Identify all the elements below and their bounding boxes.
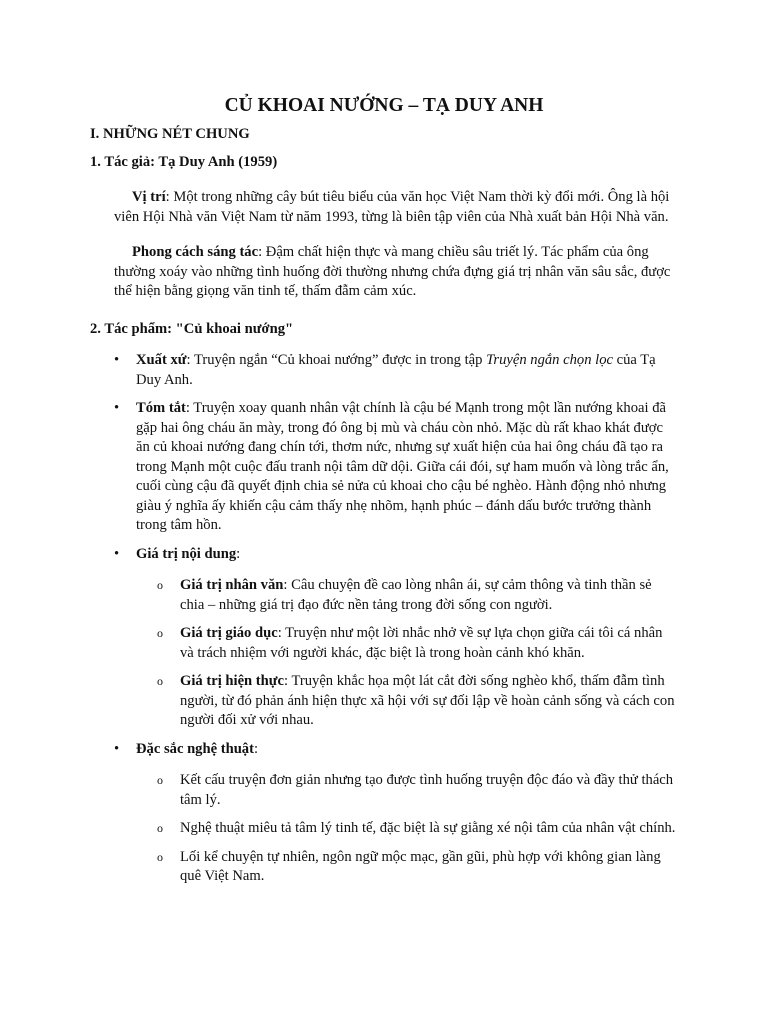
- bullet-icon: •: [114, 352, 120, 368]
- sub-bullet-icon: o: [157, 626, 163, 640]
- art-sublist: [136, 771, 678, 887]
- summary-text: : Truyện xoay quanh nhân vật chính là cậu bé Mạnh trong một lần nướng khoai đã gặp hai ông cháu ăn mày, trong đó ông bị mù và cháu còn nhỏ. Mặc dù rất khao khát được ăn củ khoai nướng đang chín tới, thơm nức, nhưng sự xuất hiện của hai ông cháu đã tạo ra trong Mạnh một cuộc đấu tranh nội tâm dữ dội. Giữa cái đói, sự ham muốn và lòng trắc ẩn, cuối cùng cậu đã quyết định chia sẻ nửa củ khoai cho cậu bé nghèo. Hành động nhỏ nhưng giàu ý nghĩa ấy khiến cậu cảm thấy nhẹ nhõm, hạnh phúc – đánh dấu bước trưởng thành trong tâm hồn.: [136, 400, 669, 533]
- sub-bullet-icon: o: [157, 674, 163, 688]
- style-text: : Đậm chất hiện thực và mang chiều sâu triết lý. Tác phẩm của ông thường xoáy vào những tình huống đời thường nhưng chứa đựng giá trị nhân văn sâu sắc, được thể hiện bằng giọng văn tinh tế, thấm đẫm cảm xúc.: [114, 244, 671, 299]
- position-text: : Một trong những cây bút tiêu biểu của văn học Việt Nam thời kỳ đổi mới. Ông là hội viên Hội Nhà văn Việt Nam từ năm 1993, từng là biên tập viên của Nhà xuất bản Hội Nhà văn.: [114, 189, 670, 225]
- sub-item-structure: [157, 771, 678, 810]
- sub-item-label: Giá trị nhân văn: [180, 577, 284, 593]
- sub-item-text: : Truyện như một lời nhắc nhở về sự lựa chọn giữa cái tôi cá nhân và trách nhiệm với người khác, đặc biệt là trong hoàn cảnh khó khăn.: [180, 625, 663, 661]
- section-heading: I. NHỮNG NÉT CHUNG: [90, 126, 250, 142]
- sub-bullet-icon: o: [157, 773, 163, 787]
- sub-item-text: Lối kể chuyện tự nhiên, ngôn ngữ mộc mạc, gần gũi, phù hợp với không gian làng quê Việt Nam.: [180, 848, 661, 884]
- sub-item-humanist: [157, 576, 678, 615]
- sub-item-text: Kết cấu truyện đơn giản nhưng tạo được tình huống truyện độc đáo và đầy thử thách tâm lý.: [180, 772, 674, 808]
- sub-item-psychology: [157, 819, 678, 839]
- position-label: Vị trí: [132, 189, 166, 205]
- content-label: Giá trị nội dung: [136, 545, 237, 562]
- document-title: CỦ KHOAI NƯỚNG – TẠ DUY ANH: [224, 95, 544, 116]
- sub-item-text: : Truyện khắc họa một lát cắt đời sống nghèo khổ, thấm đẫm tình người, từ đó phản ánh hiện thực xã hội với sự đối lập về hoàn cảnh sống và cách con người đối xử với nhau.: [180, 673, 675, 728]
- sub-item-realistic: [157, 672, 678, 731]
- origin-text-a: : Truyện ngắn “Củ khoai nướng” được in trong tập: [186, 352, 487, 368]
- content-sublist: [136, 576, 678, 731]
- origin-label: Xuất xứ: [136, 352, 187, 368]
- sub-bullet-icon: o: [157, 821, 163, 835]
- art-label: Đặc sắc nghệ thuật: [136, 740, 254, 757]
- sub-item-label: Giá trị hiện thực: [180, 673, 285, 689]
- content-colon: :: [236, 545, 241, 562]
- work-heading: 2. Tác phẩm: "Củ khoai nướng": [90, 320, 294, 337]
- sub-item-narration: [157, 848, 678, 887]
- origin-collection-title: Truyện ngắn chọn lọc: [486, 352, 613, 368]
- list-item-art-features: [114, 740, 678, 887]
- sub-bullet-icon: o: [157, 578, 163, 592]
- bullet-icon: •: [114, 400, 120, 416]
- style-label: Phong cách sáng tác: [132, 244, 259, 260]
- list-item-summary: [114, 399, 678, 536]
- sub-item-educational: [157, 624, 678, 663]
- list-item-origin: [114, 351, 678, 390]
- sub-item-text: Nghệ thuật miêu tả tâm lý tinh tế, đặc biệt là sự giằng xé nội tâm của nhân vật chính.: [180, 820, 676, 836]
- bullet-icon: •: [114, 545, 120, 562]
- author-position-paragraph: [114, 188, 678, 227]
- sub-item-label: Giá trị giáo dục: [180, 625, 278, 641]
- author-heading: 1. Tác giả: Tạ Duy Anh (1959): [90, 153, 278, 170]
- sub-bullet-icon: o: [157, 849, 163, 864]
- art-colon: :: [253, 740, 259, 757]
- origin-text-b: của Tạ Duy Anh.: [136, 352, 656, 388]
- list-item-content-values: [114, 545, 678, 731]
- author-style-paragraph: [114, 243, 678, 302]
- summary-label: Tóm tắt: [136, 400, 186, 416]
- sub-item-text: : Câu chuyện đề cao lòng nhân ái, sự cảm thông và tinh thần sẻ chia – những giá trị đạo đức nền tảng trong đời sống con người.: [180, 577, 652, 613]
- bullet-icon: •: [114, 740, 120, 757]
- work-list: [114, 351, 678, 887]
